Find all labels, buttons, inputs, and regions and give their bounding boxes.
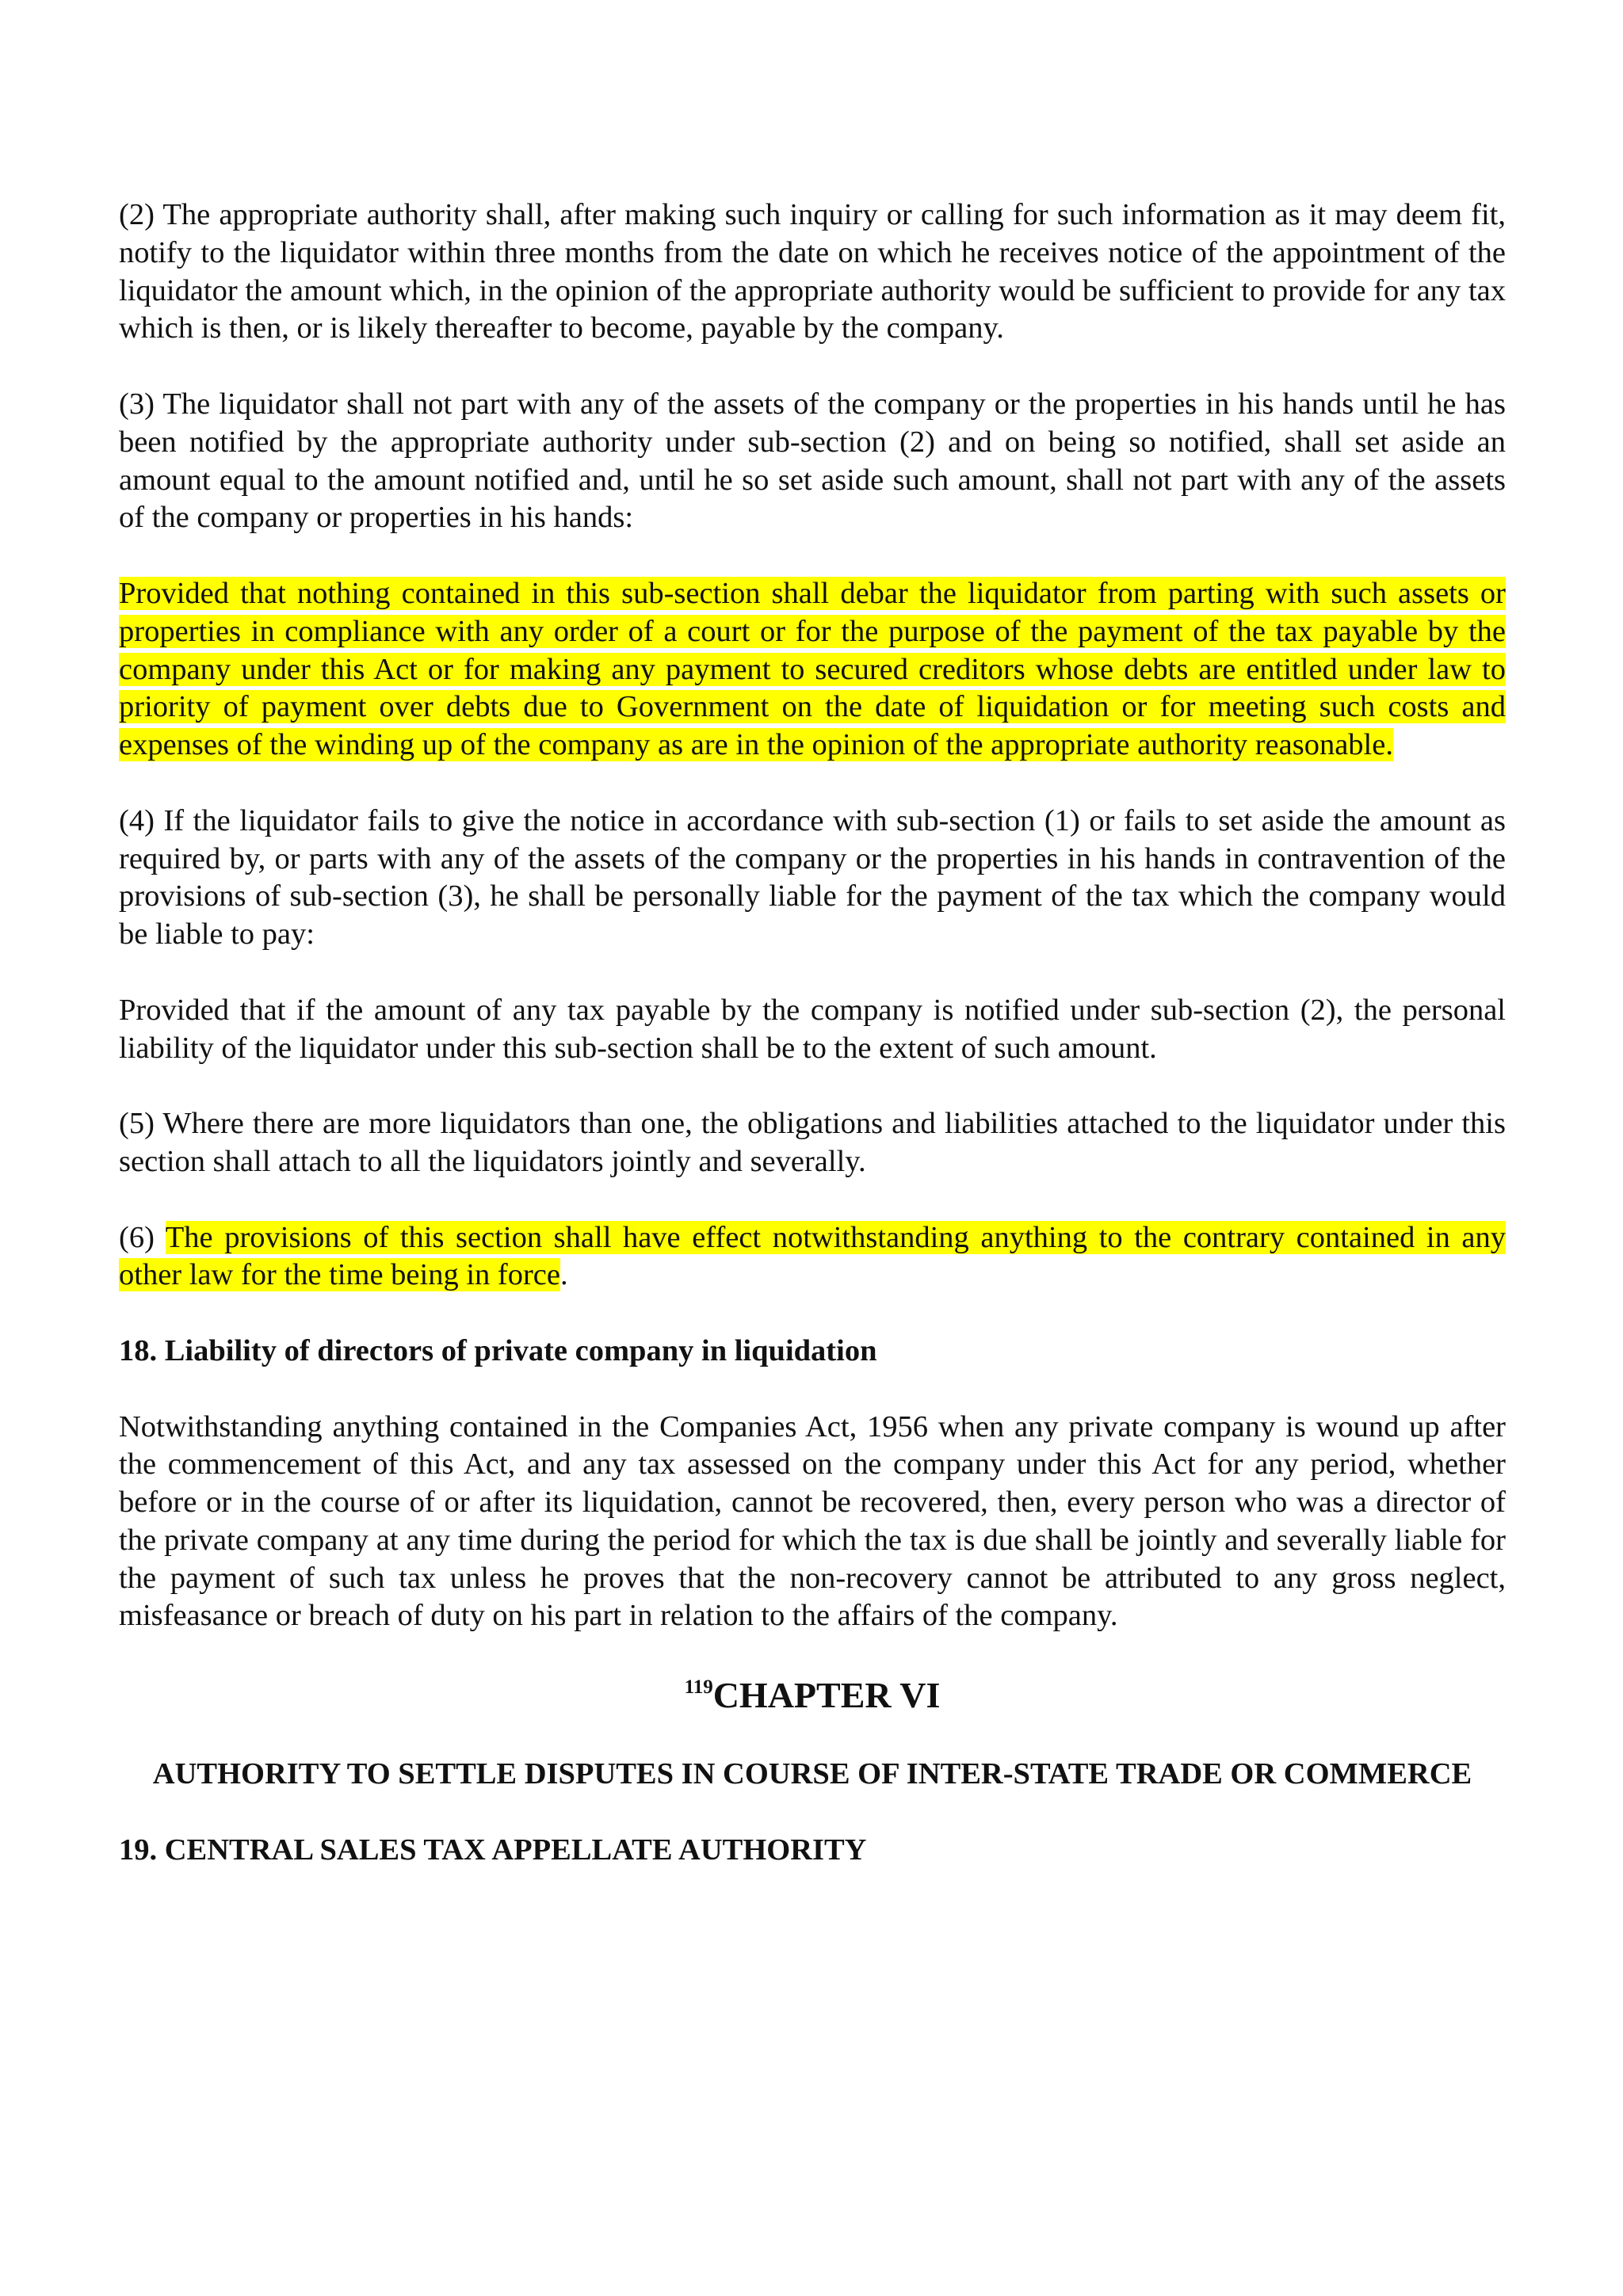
proviso-sub-section-3 [119,575,1506,765]
sub-section-3: (3) The liquidator shall not part with any of the assets of the company or the properties in his hands until he has been notified by the appropriate authority under sub-section (2) and on being so notified, shall set aside an amount equal to the amount notified and, until he so set aside such amount, shall not part with any of the assets of the company or properties in his hands: [119,387,1506,535]
document-page [119,196,1506,1907]
chapter-heading [119,1673,1506,1724]
sub-section-4: (4) If the liquidator fails to give the notice in accordance with sub-section (1) or fails to set aside the amount as required by, or parts with any of the assets of the company or the properties in his hands in contravention of the provisions of sub-section (3), he shall be personally liable for the payment of the tax which the company would be liable to pay: [119,803,1506,952]
chapter-title: CHAPTER VI [712,1675,941,1716]
highlighted-text: Provided that nothing contained in this sub-section shall debar the liquidator from parting with such assets or properties in compliance with any order of a court or for the purpose of the payment of the tax payable by the company under this Act or for making any payment to secured creditors whose debts are entitled under law to priority of payment over debts due to Government on the date of liquidation or for meeting such costs and expenses of the winding up of the company as are in the opinion of the appropriate authority reasonable. [119,576,1506,762]
section-19-heading: 19. CENTRAL SALES TAX APPELLATE AUTHORITY [119,1833,867,1867]
sub-section-6-end: . [559,1258,568,1292]
sub-section-2: (2) The appropriate authority shall, after making such inquiry or calling for such information as it may deem fit, notify to the liquidator within three months from the date on which he receives notice of the appointment of the liquidator the amount which, in the opinion of the appropriate authority would be sufficient to provide for any tax which is then, or is likely thereafter to become, payable by the company. [119,198,1506,345]
sub-section-5: (5) Where there are more liquidators than one, the obligations and liabilities attached to the liquidator under this section shall attach to all the liquidators jointly and severally. [119,1107,1506,1178]
section-18-body: Notwithstanding anything contained in the Companies Act, 1956 when any private company is wound up after the commencement of this Act, and any tax assessed on the company under this Act for any period, whether before or in the course of or after its liquidation, cannot be recovered, then, every person who was a director of the private company at any time during the period for which the tax is due shall be jointly and severally liable for the payment of such tax unless he proves that the non-recovery cannot be attributed to any gross neglect, misfeasance or breach of duty on his part in relation to the affairs of the company. [119,1409,1506,1633]
sub-section-6 [119,1219,1506,1295]
sub-section-6-number: (6) [119,1220,166,1254]
section-18-heading: 18. Liability of directors of private company in liquidation [119,1333,877,1367]
proviso-sub-section-4: Provided that if the amount of any tax payable by the company is notified under sub-section (2), the personal liability of the liquidator under this sub-section shall be to the extent of such amount. [119,993,1506,1065]
footnote-marker: 119 [684,1676,713,1699]
chapter-subtitle: AUTHORITY TO SETTLE DISPUTES IN COURSE OF INTER-STATE TRADE OR COMMERCE [152,1757,1472,1791]
highlighted-text: The provisions of this section shall have effect notwithstanding anything to the contrary contained in any other law for the time being in force [119,1220,1507,1292]
